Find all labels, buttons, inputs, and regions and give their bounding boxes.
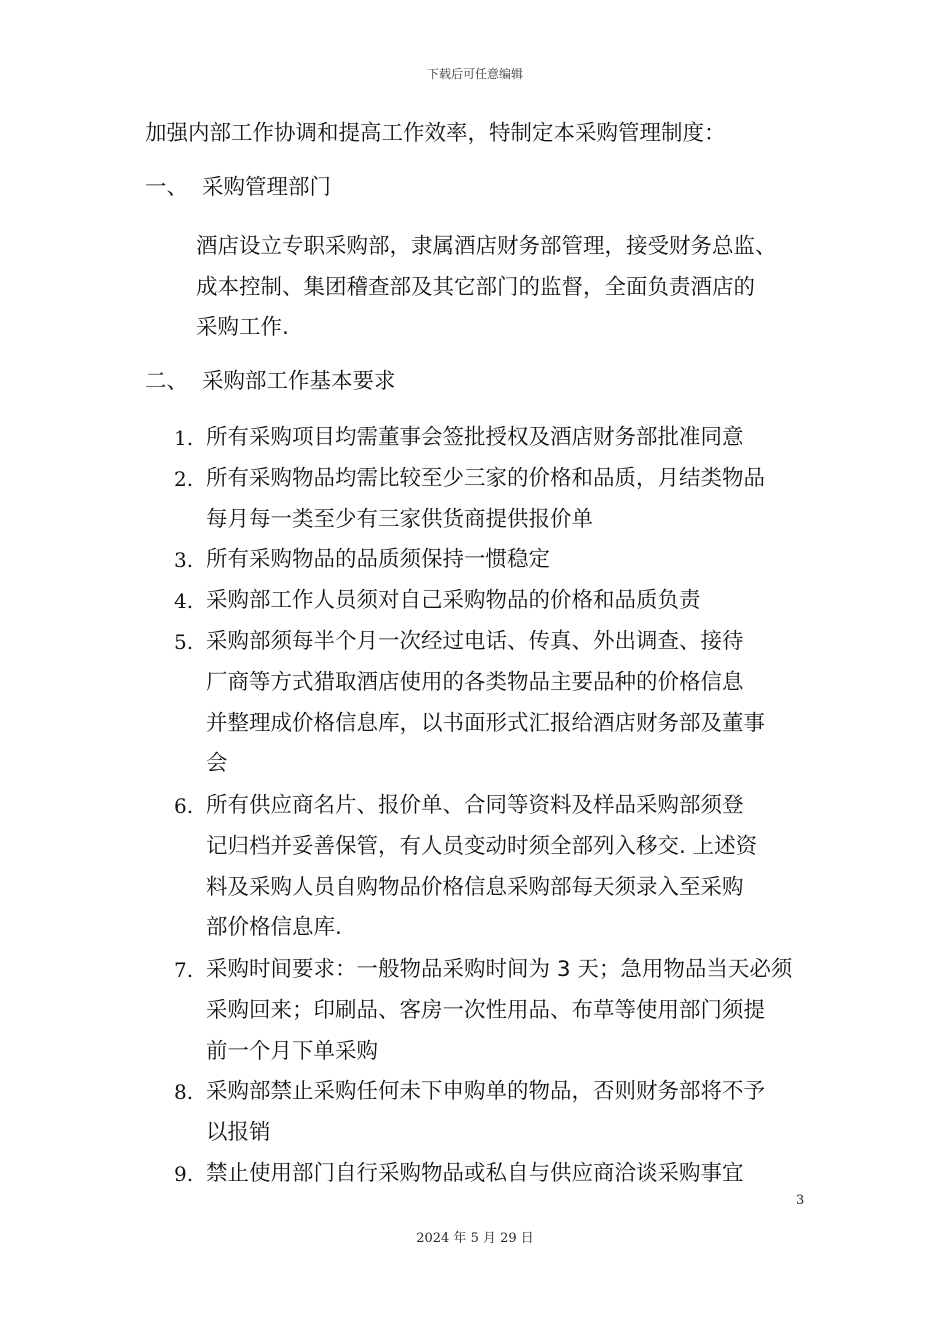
header-note: 下载后可任意编辑 [426, 67, 523, 81]
list-item [174, 418, 824, 459]
item-line: 以报销 [206, 1119, 271, 1145]
section-body-1 [196, 227, 816, 349]
body-line: 酒店设立专职采购部，隶属酒店财务部管理，接受财务总监、 [196, 234, 777, 259]
item-line: 采购部工作人员须对自己采购物品的价格和品质负责 [206, 588, 701, 613]
item-number: 8. [174, 1080, 194, 1104]
list-item [174, 581, 824, 622]
section-title: 采购部工作基本要求 [202, 369, 396, 394]
item-line: 采购部禁止采购任何未下申购单的物品，否则财务部将不予 [206, 1079, 766, 1104]
list-item [174, 1154, 824, 1195]
item-number: 7. [174, 958, 194, 982]
list-item [174, 540, 824, 581]
item-number: 4. [174, 589, 194, 613]
item-line: 并整理成价格信息库，以书面形式汇报给酒店财务部及董事 [206, 710, 766, 736]
item-line: 前一个月下单采购 [206, 1038, 379, 1064]
item-number: 9. [174, 1162, 194, 1186]
item-line: 料及采购人员自购物品价格信息采购部每天须录入至采购 [206, 874, 744, 900]
intro-paragraph: 加强内部工作协调和提高工作效率，特制定本采购管理制度： [145, 121, 726, 146]
body-line: 采购工作. [196, 315, 289, 340]
item-line: 所有采购物品均需比较至少三家的价格和品质，月结类物品 [206, 466, 766, 491]
item-line: 禁止使用部门自行采购物品或私自与供应商洽谈采购事宜 [206, 1161, 744, 1186]
item-line: 所有采购物品的品质须保持一惯稳定 [206, 547, 551, 572]
item-line: 采购部须每半个月一次经过电话、传真、外出调查、接待 [206, 629, 744, 654]
page-number: 3 [796, 1193, 805, 1208]
list-item [174, 786, 824, 949]
item-number: 1. [174, 426, 194, 450]
list-item [174, 622, 824, 785]
section-heading-2 [145, 362, 396, 402]
item-number: 5. [174, 630, 194, 654]
item-line: 所有采购项目均需董事会签批授权及酒店财务部批准同意 [206, 425, 744, 450]
footer-date: 2024 年 5 月 29 日 [416, 1231, 534, 1246]
item-line: 采购回来；印刷品、客房一次性用品、布草等使用部门须提 [206, 997, 766, 1023]
section-heading-1 [145, 168, 331, 208]
section-number: 二、 [145, 369, 189, 394]
item-line: 厂商等方式猎取酒店使用的各类物品主要品种的价格信息 [206, 669, 744, 695]
item-number: 2. [174, 467, 194, 491]
item-line: 会 [206, 751, 228, 777]
body-line: 成本控制、集团稽查部及其它部门的监督，全面负责酒店的 [196, 274, 756, 300]
item-line: 每月每一类至少有三家供货商提供报价单 [206, 506, 594, 532]
item-number: 3. [174, 548, 194, 572]
item-line: 采购时间要求：一般物品采购时间为 3 天；急用物品当天必须 [206, 957, 793, 982]
section-title: 采购管理部门 [202, 175, 332, 200]
item-line: 记归档并妥善保管，有人员变动时须全部列入移交. 上述资 [206, 833, 758, 859]
item-line: 所有供应商名片、报价单、合同等资料及样品采购部须登 [206, 793, 744, 818]
item-number: 6. [174, 794, 194, 818]
section-number: 一、 [145, 175, 189, 200]
list-item [174, 459, 824, 541]
list-item [174, 950, 824, 1072]
list-item [174, 1072, 824, 1154]
item-line: 部价格信息库. [206, 915, 342, 941]
